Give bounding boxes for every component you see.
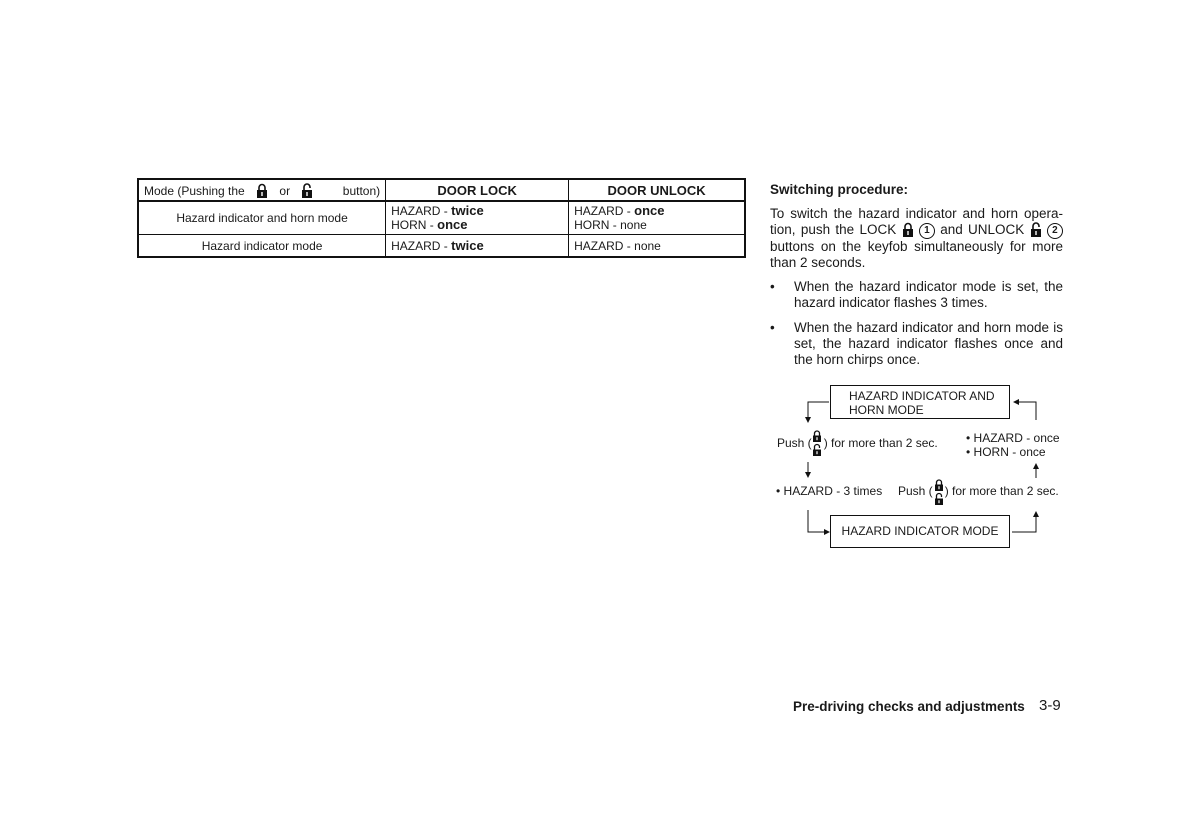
mode-cell: Hazard indicator and horn mode [138,201,386,235]
procedure-paragraph: To switch the hazard indicator and horn opera-tion, push the LOCK 1 and UNLOCK 2 buttons on the keyfob simultaneously for more than 2 seconds. [770,206,1063,270]
page-number: 3-9 [1039,697,1061,714]
callout-number: 1 [919,223,935,239]
lock-result-cell: HAZARD - twice HORN - once [386,201,569,235]
door-lock-column-header: DOOR LOCK [386,179,569,201]
lock-unlock-pair-icon [934,479,944,505]
hazard-horn-mode-box: HAZARD INDICATOR AND HORN MODE [830,385,1010,419]
arrow-into-top-box [1014,402,1036,420]
lock-unlock-pair-icon [812,430,822,456]
footer-section-title: Pre-driving checks and adjustments [793,699,1025,714]
hazard-indicator-mode-box: HAZARD INDICATOR MODE [830,515,1010,548]
mode-cell: Hazard indicator mode [138,235,386,258]
bullet-icon: • [770,320,775,335]
result-hazard-3-times: • HAZARD - 3 times [776,484,883,498]
mode-column-header: Mode (Pushing the or button) [138,179,386,201]
bullet-icon: • [770,279,775,294]
unlock-result-cell: HAZARD - once HORN - none [569,201,745,235]
arrow-down-left-top [808,402,829,422]
list-item: • When the hazard indicator mode is set, the hazard indicator flashes 3 times. [770,279,1063,310]
section-heading: Switching procedure: [770,182,909,197]
unlock-result-cell: HAZARD - none [569,235,745,258]
arrow-up-right-bottom [1012,512,1036,532]
result-hazard-horn: • HAZARD - once • HORN - once [966,431,1060,459]
push-label-left: Push ( ) for more than 2 sec. [777,436,938,450]
push-label-right: Push ( ) for more than 2 sec. [898,484,1059,498]
list-item: • When the hazard indicator and horn mode is set, the hazard indicator flashes once and the horn chirps once. [770,320,1063,367]
lock-result-cell: HAZARD - twice [386,235,569,258]
door-unlock-column-header: DOOR UNLOCK [569,179,745,201]
callout-number: 2 [1047,223,1063,239]
arrow-into-bottom-box [808,510,829,532]
